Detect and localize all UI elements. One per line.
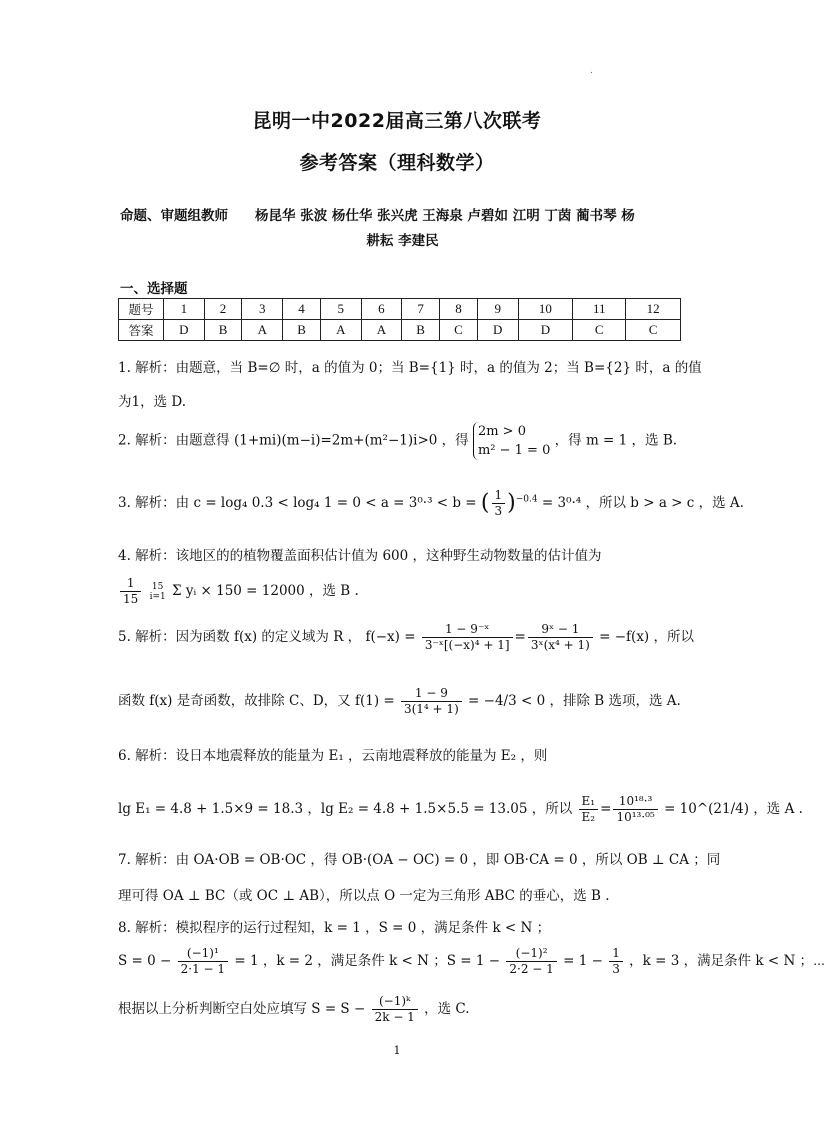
- solution-8-line-3: [118, 994, 470, 1025]
- solution-6-result: = 10^(21/4) ，选 A .: [664, 801, 803, 817]
- solution-6-line-1: 6. 解析：设日本地震释放的能量为 E₁ ，云南地震释放的能量为 E₂ ，则: [118, 748, 548, 764]
- fraction: $\frac{\text{10¹⁸·³}}{\text{10¹³·⁰⁵}}$: [613, 794, 657, 825]
- solution-4-text: Σ yᵢ × 150 = 12000 ，选 B .: [172, 583, 359, 599]
- solution-3-result: = 3⁰·⁴ ，所以 b > a > c ，选 A.: [541, 495, 744, 511]
- solution-6-text: lg E₁ = 4.8 + 1.5×9 = 18.3 ，lg E₂ = 4.8 + 1.5×5.5 = 13.05 ，所以: [118, 801, 573, 817]
- solution-2-text: 2. 解析：由题意得 (1+mi)(m−i)=2m+(m²−1)i>0 ，得: [118, 432, 469, 449]
- solution-5b-text: 函数 f(x) 是奇函数，故排除 C、D，又 f(1) =: [118, 693, 395, 709]
- solution-2-result: ，得 m = 1 ，选 B.: [554, 432, 678, 449]
- sum-limits: 15 i=1: [149, 581, 166, 602]
- table-cell: 3: [242, 299, 283, 320]
- fraction: $\frac{1}{15}$: [120, 576, 141, 607]
- table-header-cell: 答案: [119, 320, 164, 341]
- fraction: $\frac{\text{(−1)¹}}{2\cdot 1 - 1}$: [178, 946, 228, 977]
- table-header-cell: 题号: [119, 299, 164, 320]
- solution-5-lhs: f(−x) =: [365, 629, 416, 645]
- fraction: $\frac{1 - 9}{\text{3(1⁴ + 1)}}$: [401, 686, 462, 717]
- solution-5-result: = −f(x) ，所以: [599, 629, 694, 645]
- solution-8-line-2: [118, 946, 825, 977]
- table-cell: A: [320, 320, 361, 341]
- table-cell: B: [204, 320, 242, 341]
- fraction: $\frac{1}{3}$: [609, 946, 623, 977]
- solution-8-text: 根据以上分析判断空白处应填写 S = S −: [118, 1001, 366, 1017]
- table-cell: C: [440, 320, 478, 341]
- section-title: 一、选择题: [120, 281, 188, 297]
- document-subtitle: 参考答案（理科数学）: [299, 152, 495, 174]
- table-cell: A: [361, 320, 402, 341]
- solution-5-line-2: [118, 686, 681, 717]
- table-cell: 1: [164, 299, 205, 320]
- table-cell: D: [477, 320, 518, 341]
- table-cell: B: [283, 320, 321, 341]
- table-cell: 12: [626, 299, 681, 320]
- solution-4-line-2: [118, 576, 359, 607]
- table-cell: 5: [320, 299, 361, 320]
- solution-3: 3. 解析：由 c = log₄ 0.3 < log₄ 1 = 0 < a = 3⁰·³ < b = ( $\frac{1}{3}$ )$^{-0.4}$ = 3⁰·⁴ ，所以 b > a > c ，选 A.: [118, 488, 744, 518]
- solution-7-line-1: 7. 解析：由 OA·OB = OB·OC ，得 OB·(OA − OC) = 0 ，即 OB·CA = 0 ，所以 OB ⊥ CA ；同: [118, 852, 721, 868]
- solution-8-text: = 1 −: [563, 953, 603, 969]
- fraction: $\frac{\text{E₁}}{\text{E₂}}$: [579, 794, 599, 825]
- solution-8-text: ，k = 3 ，满足条件 k < N ；⋯: [629, 953, 825, 969]
- table-cell: D: [164, 320, 205, 341]
- solution-8-text: S = 0 −: [118, 953, 172, 969]
- table-row-answers: [119, 320, 681, 341]
- document-title: 昆明一中2022届高三第八次联考: [252, 110, 542, 132]
- table-cell: C: [573, 320, 626, 341]
- table-cell: 4: [283, 299, 321, 320]
- solution-5b-result: = −4/3 < 0 ，排除 B 选项，选 A.: [468, 693, 681, 709]
- table-row-numbers: [119, 299, 681, 320]
- fraction: $\frac{\text{(−1)ᵏ}}{2k - 1}$: [372, 994, 418, 1025]
- solution-7-line-2: 理可得 OA ⊥ BC（或 OC ⊥ AB），所以点 O 一定为三角形 ABC 的垂心，选 B .: [118, 888, 610, 904]
- solution-8-text: = 1 ，k = 2 ，满足条件 k < N ；S = 1 −: [234, 953, 501, 969]
- page-number: 1: [393, 1044, 401, 1057]
- exponent: −0.4: [515, 494, 538, 505]
- equation-system: [473, 422, 550, 460]
- solution-8-result: ，选 C.: [424, 1001, 470, 1017]
- answer-table: [118, 298, 681, 341]
- table-cell: 2: [204, 299, 242, 320]
- solution-4-line-1: 4. 解析：该地区的的植物覆盖面积估计值为 600 ，这种野生动物数量的估计值为: [118, 548, 602, 564]
- corner-mark: .: [590, 66, 593, 76]
- table-cell: 7: [402, 299, 440, 320]
- solution-6-line-2: lg E₁ = 4.8 + 1.5×9 = 18.3 ，lg E₂ = 4.8 + 1.5×5.5 = 13.05 ，所以 $\frac{\text{E₁}}{\text{E₂}}$ = $\frac{\text{10¹⁸·³}}{\text{10¹³·⁰⁵}}$ = 10^(21/4) ，选 A .: [118, 794, 803, 824]
- table-cell: B: [402, 320, 440, 341]
- system-eq-1: 2m > 0: [477, 424, 526, 439]
- table-cell: A: [242, 320, 283, 341]
- teachers-line-2: 耕耘 李建民: [366, 233, 439, 249]
- solution-1-line-1: 1. 解析：由题意，当 B=∅ 时，a 的值为 0；当 B={1} 时，a 的值为 2；当 B={2} 时，a 的值: [118, 360, 702, 376]
- solution-2: [118, 422, 677, 460]
- table-cell: 11: [573, 299, 626, 320]
- table-cell: 6: [361, 299, 402, 320]
- teachers-line-1: 命题、审题组教师 杨昆华 张波 杨仕华 张兴虎 王海泉 卢碧如 江明 丁茵 蔺书琴 杨: [120, 208, 635, 224]
- table-cell: 9: [477, 299, 518, 320]
- solution-5-text: 5. 解析：因为函数 f(x) 的定义域为 R ，: [118, 629, 362, 645]
- system-eq-2: m² − 1 = 0: [477, 443, 551, 458]
- solution-5-line-1: 5. 解析：因为函数 f(x) 的定义域为 R ， f(−x) = $\frac{\text{1 − 9⁻ˣ}}{\text{3⁻ˣ[(−x)⁴ + 1]}}$ = $\frac{\text{9ˣ − 1}}{\text{3ˣ(x⁴ + 1)}}$ = −f(x) ，所以: [118, 622, 694, 652]
- table-cell: 8: [440, 299, 478, 320]
- solution-3-text: 3. 解析：由 c = log₄ 0.3 < log₄ 1 = 0 < a = 3⁰·³ < b =: [118, 495, 477, 511]
- table-cell: D: [518, 320, 573, 341]
- fraction: $\frac{1}{3}$: [492, 488, 506, 519]
- fraction: $\frac{\text{1 − 9⁻ˣ}}{\text{3⁻ˣ[(−x)⁴ + 1]}}$: [422, 622, 513, 653]
- solution-8-line-1: 8. 解析：模拟程序的运行过程知，k = 1 ，S = 0 ，满足条件 k < N ；: [118, 920, 551, 936]
- fraction: $\frac{\text{9ˣ − 1}}{\text{3ˣ(x⁴ + 1)}}$: [528, 622, 593, 653]
- solution-1-line-2: 为1，选 D.: [118, 394, 187, 410]
- table-cell: 10: [518, 299, 573, 320]
- fraction: $\frac{\text{(−1)²}}{2\cdot 2 - 1}$: [506, 946, 556, 977]
- table-cell: C: [626, 320, 681, 341]
